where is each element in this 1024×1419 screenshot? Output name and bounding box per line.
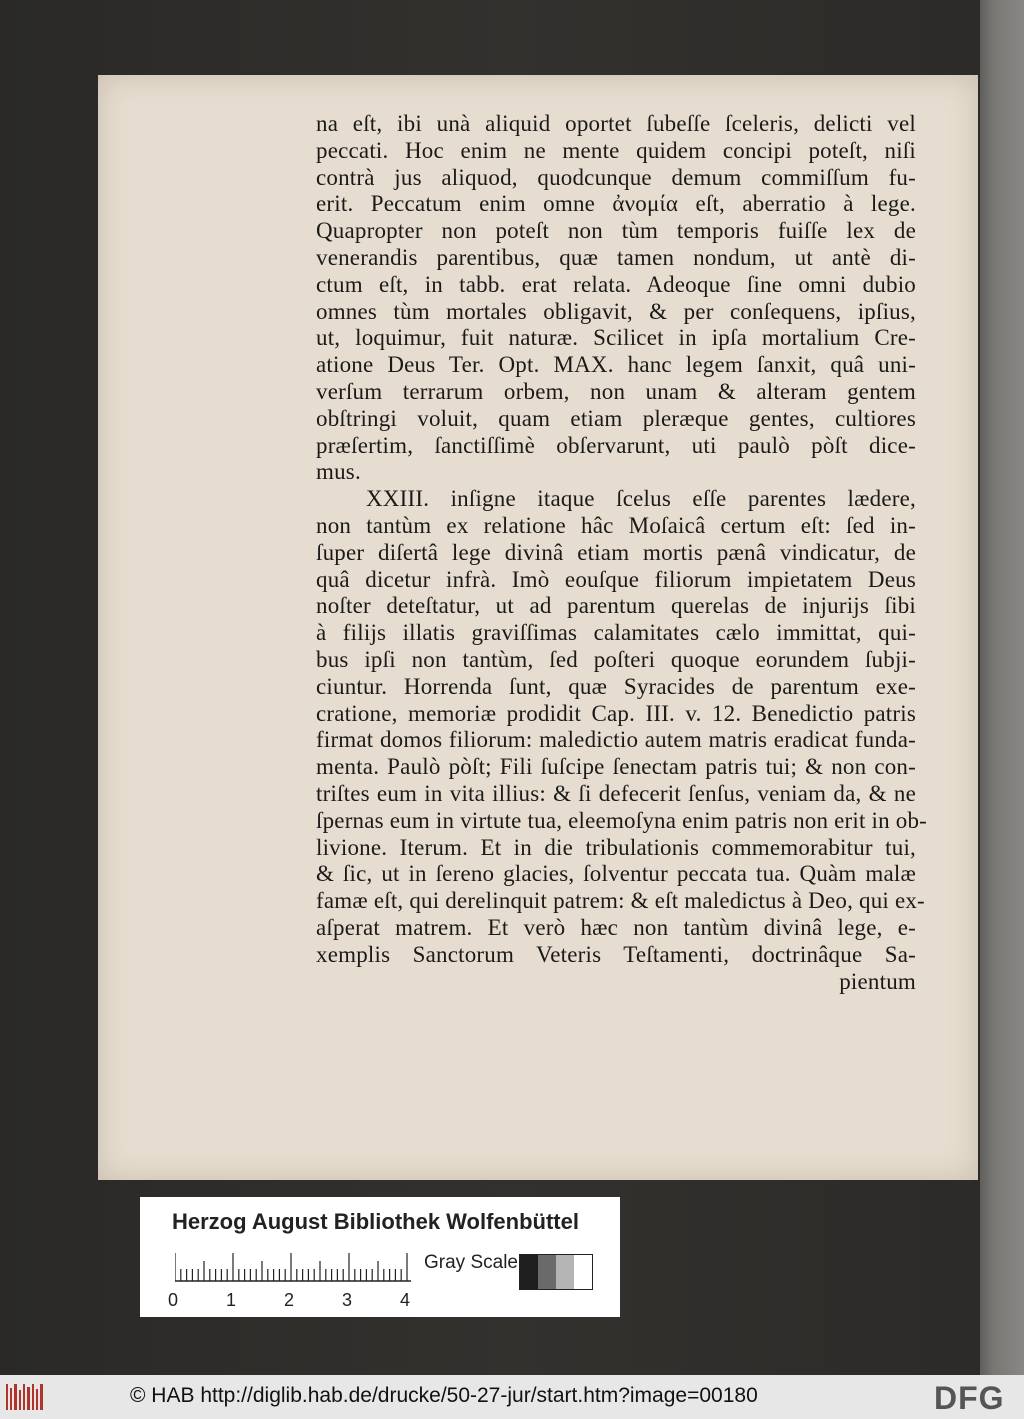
text-line: peccati. Hoc enim ne mente quidem concipi poteſt, niſi	[316, 137, 916, 163]
text-line: ſuper diſertâ lege divinâ etiam mortis pænâ vindicatur, de	[316, 539, 916, 565]
gray-scale-label: Gray Scale	[424, 1252, 518, 1273]
gray-swatch-black	[520, 1255, 538, 1289]
text-line: quâ dicetur infrà. Imò eouſque filiorum impietatem Deus	[316, 566, 916, 592]
ruler-number: 4	[400, 1290, 411, 1310]
text-line: livione. Iterum. Et in die tribulationis commemorabitur tui,	[316, 834, 916, 860]
text-line: na eſt, ibi unà aliquid oportet ſubeſſe ſceleris, delicti vel	[316, 111, 916, 136]
text-line: aſperat matrem. Et verò hæc non tantùm divinâ lege, e-	[316, 914, 916, 940]
text-line: noſter deteſtatur, ut ad parentum querelas de injurijs ſibi	[316, 593, 916, 619]
text-line: venerandis parentibus, quæ tamen nondum, ut antè di-	[316, 244, 916, 270]
text-line: præſertim, ſanctiſſimè obſervarunt, uti paulò pòſt dice-	[316, 432, 916, 458]
hab-barcode-icon	[6, 1382, 46, 1412]
text-line: atione Deus Ter. Opt. MAX. hanc legem ſanxit, quâ uni-	[316, 352, 916, 378]
text-line: ſpernas eum in virtute tua, eleemoſyna enim patris non erit in ob-	[316, 807, 928, 833]
copyright-link[interactable]: © HAB http://diglib.hab.de/drucke/50-27-jur/start.htm?image=00180	[130, 1384, 758, 1407]
gray-swatch-light	[556, 1255, 574, 1289]
text-line: xemplis Sanctorum Veteris Teſtamenti, doctrinâque Sa-	[316, 941, 916, 967]
ruler-number: 2	[284, 1290, 295, 1310]
text-line: famæ eſt, qui derelinquit patrem: & eſt maledictus à Deo, qui ex-	[316, 888, 925, 914]
gray-swatch-white	[574, 1255, 592, 1289]
ruler-number: 0	[168, 1290, 179, 1310]
text-line: cratione, memoriæ prodidit Cap. III. v. 12. Benedictio patris	[316, 700, 916, 726]
text-line: contrà jus aliquod, quodcunque demum commiſſum fu-	[316, 164, 916, 190]
text-line: à filijs illatis graviſſimas calamitates cælo immittat, qui-	[316, 620, 916, 646]
library-name: Herzog August Bibliothek Wolfenbüttel	[172, 1209, 579, 1234]
ruler-number: 1	[226, 1290, 237, 1310]
gray-swatch-dark	[538, 1255, 556, 1289]
text-line: mus.	[316, 459, 361, 485]
text-line: & ſic, ut in ſereno glacies, ſolventur peccata tua. Quàm malæ	[316, 861, 916, 887]
text-line: firmat domos filiorum: maledictio autem matris eradicat funda-	[316, 727, 916, 753]
text-line: verſum terrarum orbem, non unam & alteram gentem	[316, 378, 916, 404]
text-line: ut, loquimur, fuit naturæ. Scilicet in ipſa mortalium Cre-	[316, 325, 916, 351]
text-line: Quapropter non poteſt non tùm temporis fuiſſe lex de	[316, 218, 916, 244]
text-line: bus ipſi non tantùm, ſed poſteri quoque eorundem ſubji-	[316, 646, 916, 672]
text-line: obſtringi voluit, quam etiam pleræque gentes, cultiores	[316, 405, 916, 431]
page-text	[316, 111, 928, 995]
text-line: omnes tùm mortales obligavit, & per conſequens, ipſius,	[316, 298, 916, 324]
ruler-number: 3	[342, 1290, 353, 1310]
adjacent-page-edge	[980, 0, 1024, 1375]
dfg-logo: DFG	[934, 1380, 1005, 1416]
section-heading-line: XXIII. inſigne itaque ſcelus eſſe parentes lædere,	[366, 486, 916, 512]
text-line: triſtes eum in vita illius: & ſi defecerit ſenſus, veniam da, & ne	[316, 780, 916, 806]
text-line: ctum eſt, in tabb. erat relata. Adeoque ſine omni dubio	[316, 271, 916, 297]
text-line: erit. Peccatum enim omne ἀνομία eſt, aberratio à lege.	[316, 191, 916, 217]
text-line: non tantùm ex relatione hâc Moſaicâ certum eſt: ſed in-	[316, 512, 916, 538]
scale-ruler	[175, 1252, 411, 1282]
text-line: menta. Paulò pòſt; Fili ſuſcipe ſenectam patris tui; & non con-	[316, 754, 916, 780]
catchword: pientum	[839, 968, 916, 994]
gray-scale-swatches	[519, 1254, 593, 1290]
text-line: ciuntur. Horrenda ſunt, quæ Syracides de parentum exe-	[316, 673, 916, 699]
